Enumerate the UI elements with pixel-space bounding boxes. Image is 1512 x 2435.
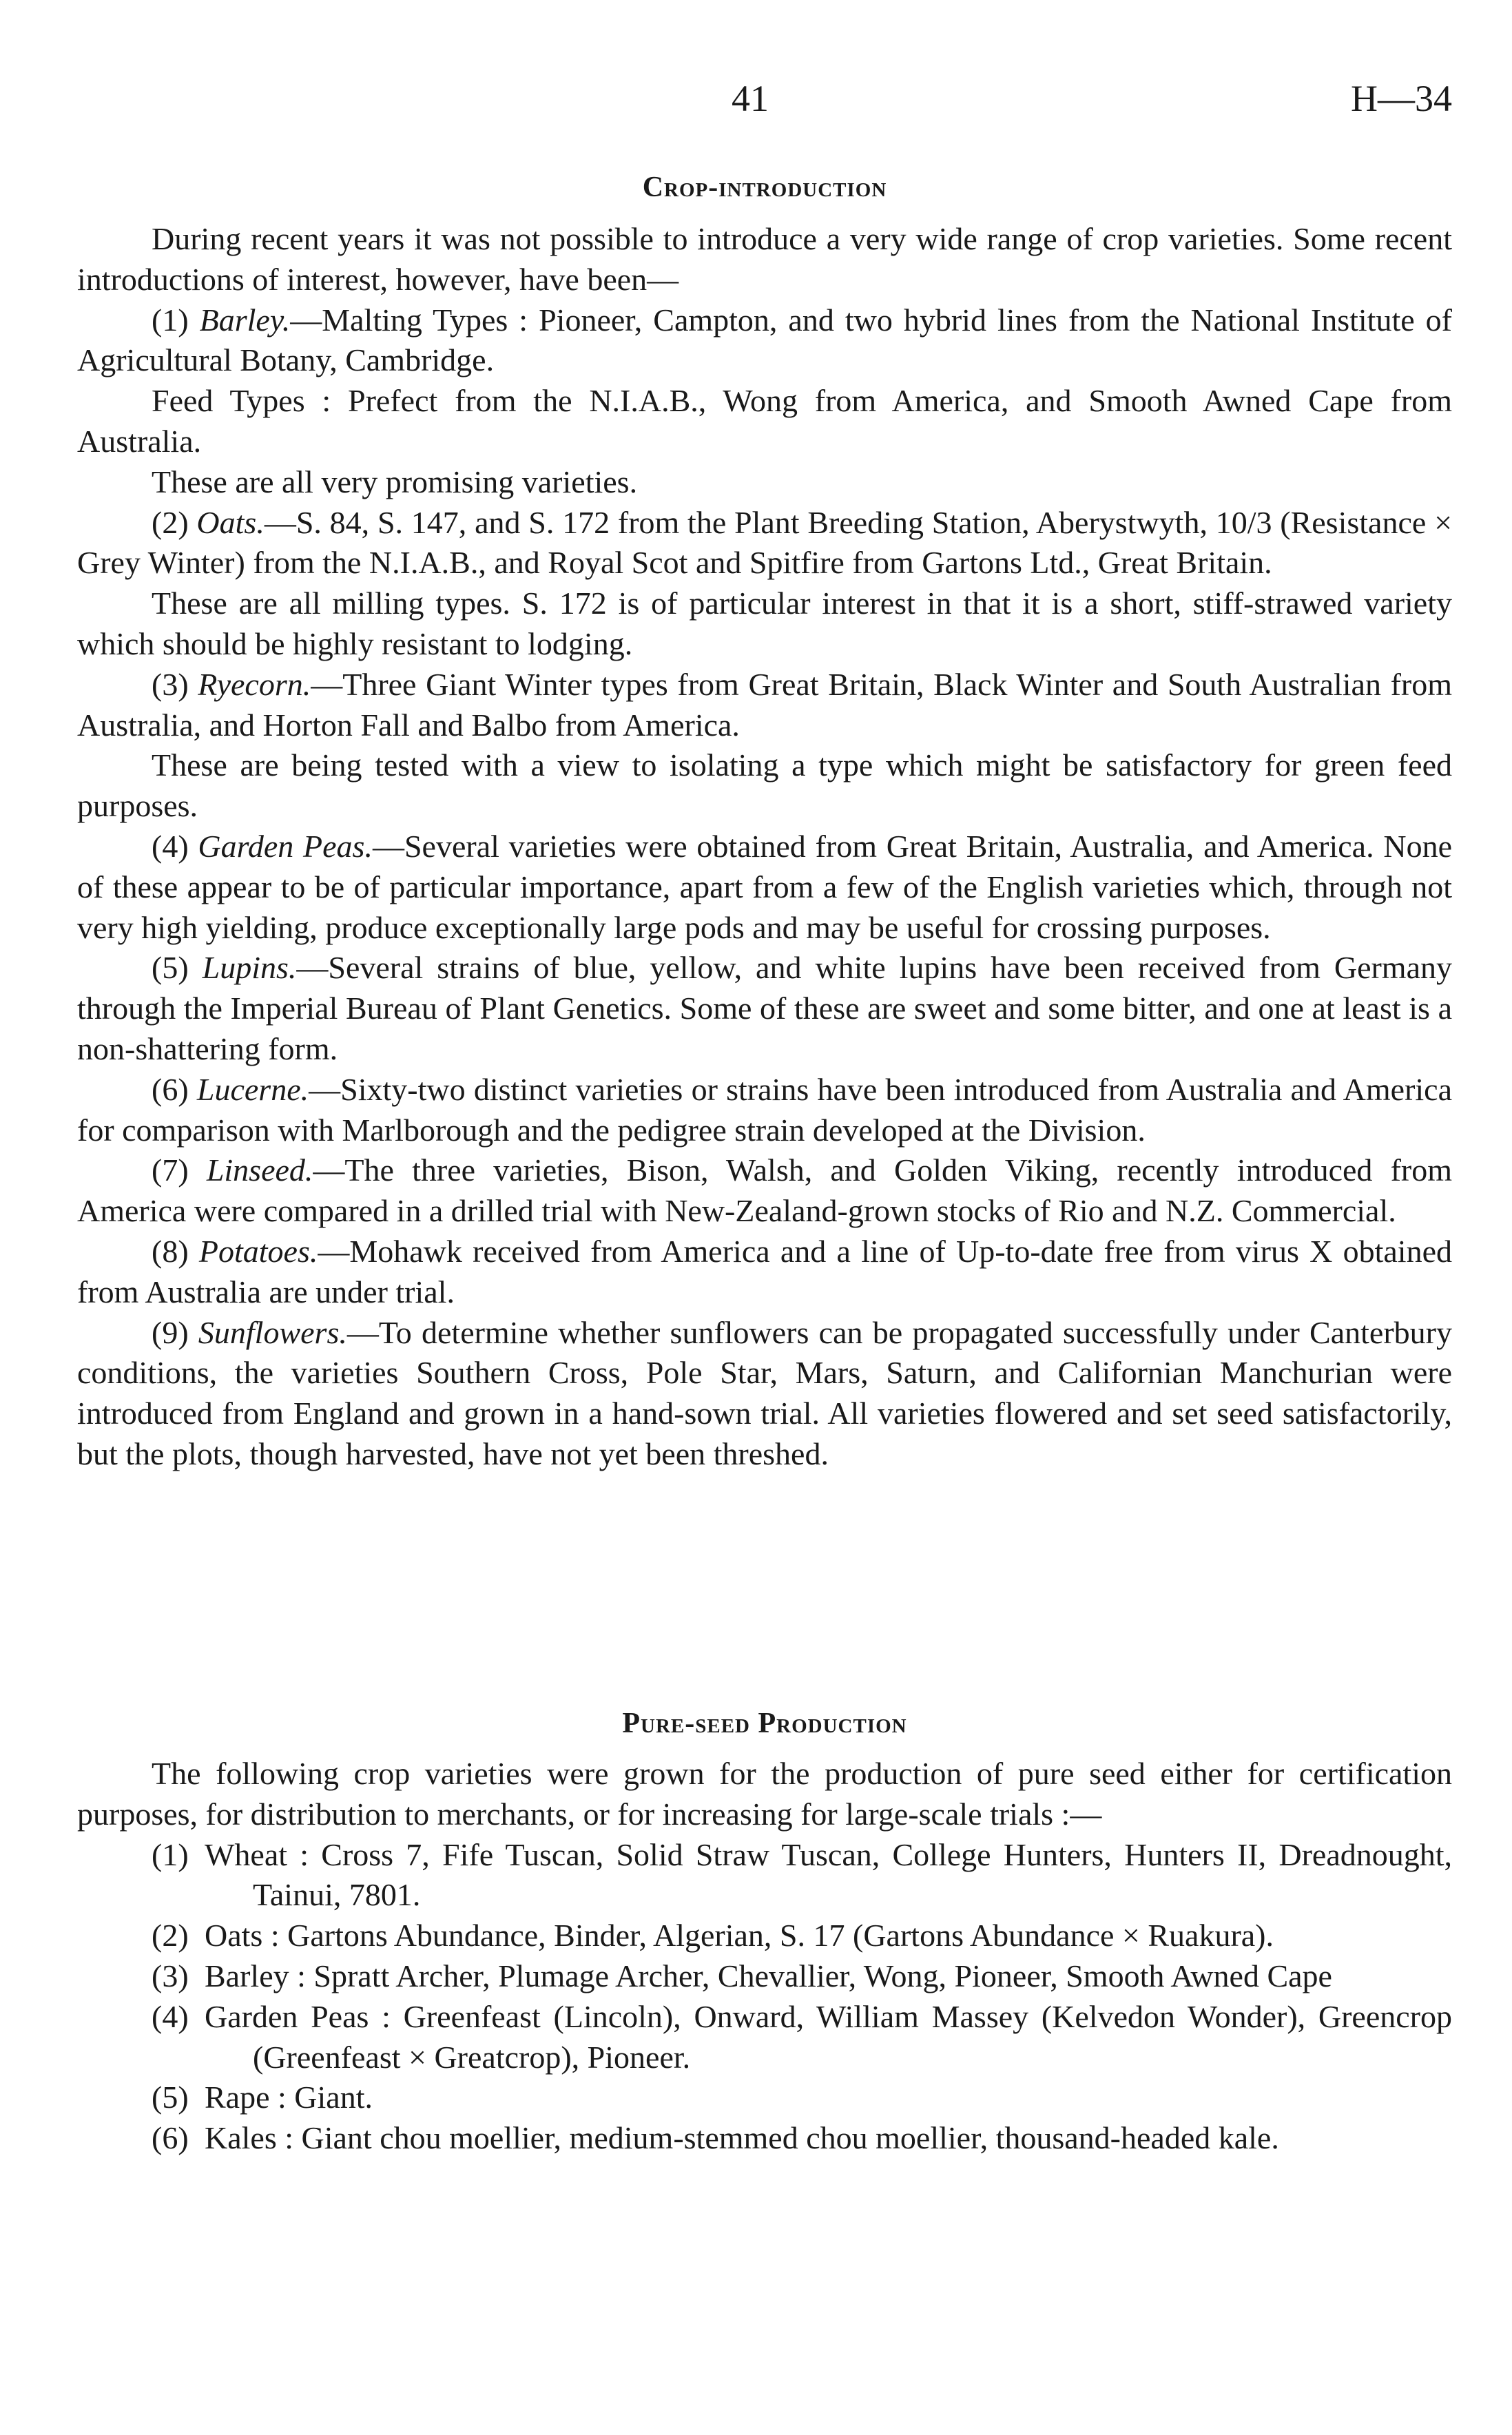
item-text: Cross 7, Fife Tuscan, Solid Straw Tuscan, College Hunters, Hunters II, Dreadnought, Tainui, 7801. [253,1836,1453,1913]
item-lead: Ryecorn. [198,666,311,702]
item-lead: Oats. [196,504,265,540]
list-item-rape [77,2077,1452,2118]
paragraph-intro [77,219,1452,300]
paragraph-text: These are all very promising varieties. [152,464,638,499]
page-header [77,77,1452,125]
item-lead: Potatoes. [198,1233,318,1269]
list-item-barley [77,1956,1452,1997]
paragraph-garden-peas [77,827,1452,948]
paragraph-oats-note [77,583,1452,665]
item-number: (3) [152,1958,189,1993]
item-number: (1) [152,302,189,338]
item-text: Gartons Abundance, Binder, Algerian, S. 17 (Gartons Abundance × Ruakura). [287,1918,1274,1954]
item-number: (4) [152,828,189,864]
paragraph-text: —S. 84, S. 147, and S. 172 from the Plant Breeding Station, Aberystwyth, 10/3 (Resistance × Grey Winter) from the N.I.A.B., and Royal Scot and Spitfire from Gartons Ltd., Great Britain. [77,504,1453,581]
item-text: Giant. [294,2080,373,2115]
page-number: 41 [732,78,769,119]
item-text: Greenfeast (Lincoln), Onward, William Massey (Kelvedon Wonder), Greencrop (Greenfeast × Greatcrop), Pioneer. [253,1998,1452,2075]
paragraph-lucerne [77,1070,1452,1151]
paragraph-text: —Malting Types : Pioneer, Campton, and two hybrid lines from the National Institute of Agricultural Botany, Cambridge. [77,302,1452,378]
item-number: (6) [152,1071,189,1107]
list-item-wheat [77,1835,1452,1916]
item-crop: Rape : [205,2080,287,2115]
paragraph-text: —Sixty-two distinct varieties or strains have been introduced from Australia and America for comparison with Marlborough and the pedigree strain developed at the Division. [77,1071,1453,1148]
item-lead: Linseed. [206,1152,313,1188]
item-number: (9) [152,1314,189,1350]
paragraph-text: The following crop varieties were grown for the production of pure seed either for certification purposes, for distribution to merchants, or for increasing for large-scale trials :— [77,1756,1452,1832]
list-item-kales [77,2118,1452,2159]
paragraph-text: Feed Types : Prefect from the N.I.A.B., Wong from America, and Smooth Awned Cape from Australia. [77,383,1452,459]
item-number: (4) [152,1998,189,2034]
item-lead: Garden Peas. [198,828,373,864]
paragraph-lupins [77,948,1452,1069]
paragraph-barley [77,300,1452,382]
item-lead: Lucerne. [196,1071,309,1107]
paragraph-oats [77,503,1452,584]
item-number: (6) [152,2120,189,2156]
paragraph-text: These are all milling types. S. 172 is of particular interest in that it is a short, stiff-strawed variety which should be highly resistant to lodging. [77,586,1452,661]
item-number: (5) [152,950,189,986]
item-number: (7) [152,1152,189,1188]
item-number: (5) [152,2080,189,2115]
paragraph-barley-note [77,462,1452,503]
item-crop: Barley : [205,1958,306,1993]
list-item-garden-peas [77,1997,1452,2078]
item-lead: Barley. [199,302,291,338]
item-crop: Oats : [205,1918,280,1954]
item-crop: Garden Peas : [205,1998,391,2034]
paragraph-sunflowers [77,1313,1452,1475]
paragraph-text: —Mohawk received from America and a line of Up-to-date free from virus X obtained from Australia are under trial. [77,1233,1452,1309]
paragraph-text: These are being tested with a view to isolating a type which might be satisfactory for green feed purposes. [77,747,1452,824]
pure-seed-production-body [77,1754,1452,2159]
paragraph-text: —Three Giant Winter types from Great Britain, Black Winter and South Australian from Australia, and Horton Fall and Balbo from America. [77,666,1453,743]
document-reference: H—34 [1351,78,1452,119]
item-number: (1) [152,1836,189,1872]
paragraph-ryecorn [77,665,1452,746]
item-number: (3) [152,666,189,702]
paragraph-text: During recent years it was not possible to introduce a very wide range of crop varieties. Some recent introductions of interest, however, have been— [77,221,1452,297]
pure-seed-variety-list [77,1835,1452,2159]
item-number: (2) [152,504,189,540]
paragraph-text: —To determine whether sunflowers can be propagated successfully under Canterbury conditions, the varieties Southern Cross, Pole Star, Mars, Saturn, and Californian Manchurian were introduced from England and grown in a hand-sown trial. All varieties flowered and set seed satisfactorily, but the plots, though harvested, have not yet been threshed. [77,1314,1452,1471]
item-crop: Wheat : [205,1836,309,1872]
paragraph-text: —Several strains of blue, yellow, and white lupins have been received from Germany through the Imperial Bureau of Plant Genetics. Some of these are sweet and some bitter, and one at least is a non-shattering form. [77,950,1452,1066]
crop-introduction-body [77,219,1452,1475]
section-heading-pure-seed-production: Pure-seed Production [622,1708,907,1739]
paragraph-linseed [77,1150,1452,1232]
item-crop: Kales : [205,2120,294,2156]
item-text: Spratt Archer, Plumage Archer, Chevallier, Wong, Pioneer, Smooth Awned Cape [313,1958,1332,1993]
item-lead: Sunflowers. [198,1314,347,1350]
item-number: (8) [152,1233,189,1269]
paragraph-text: —Several varieties were obtained from Great Britain, Australia, and America. None of these appear to be of particular importance, apart from a few of the English varieties which, through not very high yielding, produce exceptionally large pods and may be useful for crossing purposes. [77,828,1453,945]
list-item-oats [77,1916,1452,1956]
paragraph-ryecorn-note [77,745,1452,827]
paragraph-feed-types [77,381,1452,462]
paragraph-potatoes [77,1232,1452,1313]
paragraph-text: —The three varieties, Bison, Walsh, and Golden Viking, recently introduced from America were compared in a drilled trial with New-Zealand-grown stocks of Rio and N.Z. Commercial. [77,1152,1453,1229]
item-lead: Lupins. [202,950,297,986]
item-text: Giant chou moellier, medium-stemmed chou moellier, thousand-headed kale. [301,2120,1279,2156]
item-number: (2) [152,1918,189,1954]
section-heading-crop-introduction: Crop-introduction [642,172,887,203]
paragraph-pure-seed-intro [77,1754,1452,1835]
